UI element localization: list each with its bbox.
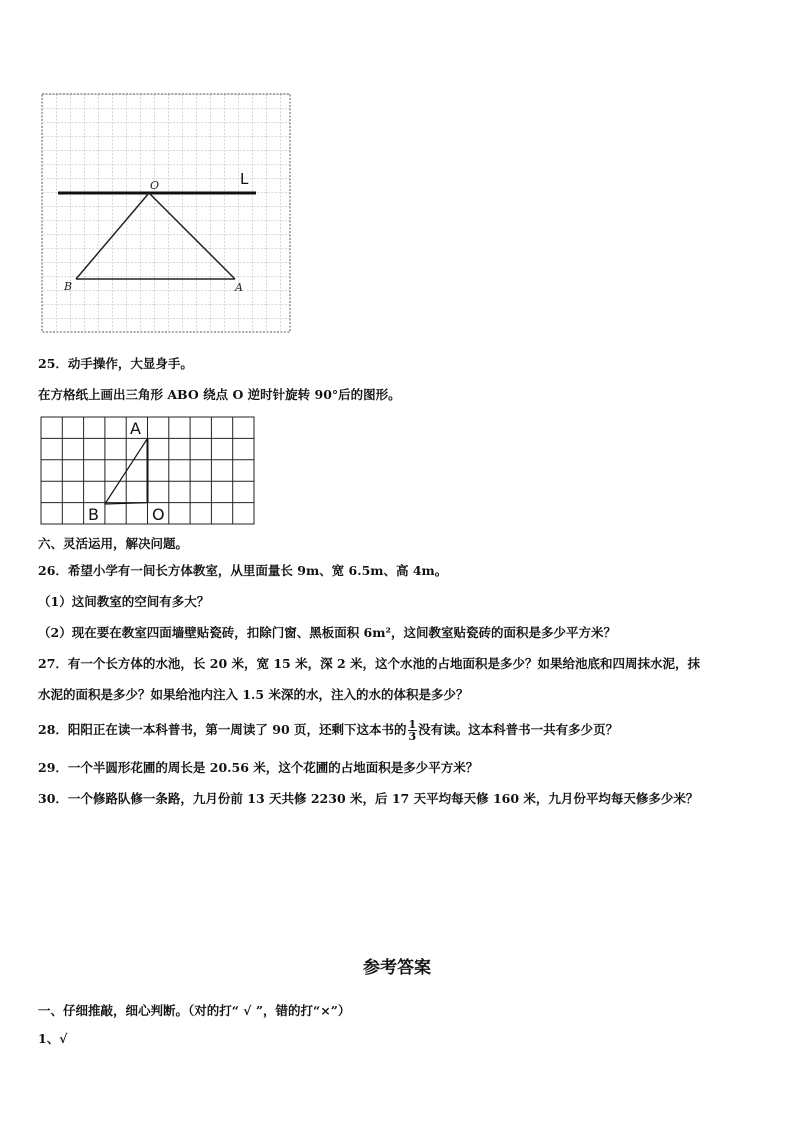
q27-line2: 水泥的面积是多少？如果给池内注入 1.5 米深的水，注入的水的体积是多少？ xyxy=(38,687,469,702)
q25-text: 在方格纸上画出三角形 ABO 绕点 O 逆时针旋转 90°后的图形。 xyxy=(38,387,401,402)
label-o: O xyxy=(150,179,160,192)
fraction-one-third xyxy=(408,719,418,742)
section-6-title: 六、灵活运用，解决问题。 xyxy=(38,536,189,551)
q28-text-post: 没有读。这本科普书一共有多少页？ xyxy=(418,722,619,737)
label-b: B xyxy=(64,280,73,293)
q28 xyxy=(38,716,618,744)
figure-grid-rotation xyxy=(40,416,256,526)
fraction-denominator: 3 xyxy=(408,730,417,743)
q26-part1: （1）这间教室的空间有多大？ xyxy=(38,594,210,609)
label-b: B xyxy=(88,505,99,524)
figure-grid-triangle xyxy=(38,90,294,336)
answers-section-1: 一、仔细推敲，细心判断。（对的打“ √ ”，错的打“×”） xyxy=(38,1003,351,1018)
label-l: L xyxy=(240,170,249,188)
label-a: A xyxy=(235,281,243,294)
fraction-numerator: 1 xyxy=(408,718,417,731)
answers-title: 参考答案 xyxy=(363,958,431,978)
q27-line1: 27．有一个长方体的水池，长 20 米，宽 15 米，深 2 米，这个水池的占地面积是多少？如果给池底和四周抹水泥，抹 xyxy=(38,656,700,671)
q28-text-pre: 28．阳阳正在读一本科普书，第一周读了 90 页，还剩下这本书的 xyxy=(38,722,407,737)
label-o: O xyxy=(152,505,165,524)
label-a: A xyxy=(130,419,141,438)
q29: 29．一个半圆形花圃的周长是 20.56 米，这个花圃的占地面积是多少平方米？ xyxy=(38,760,479,775)
q30: 30．一个修路队修一条路，九月份前 13 天共修 2230 米，后 17 天平均每天修 160 米，九月份平均每天修多少米？ xyxy=(38,791,699,806)
q26: 26．希望小学有一间长方体教室，从里面量长 9m、宽 6.5m、高 4m。 xyxy=(38,563,448,578)
answer-1: 1、√ xyxy=(38,1031,68,1046)
q25-title: 25．动手操作，大显身手。 xyxy=(38,356,193,371)
q26-part2: （2）现在要在教室四面墙壁贴瓷砖，扣除门窗、黑板面积 6m²，这间教室贴瓷砖的面积是多少平方米？ xyxy=(38,625,616,640)
